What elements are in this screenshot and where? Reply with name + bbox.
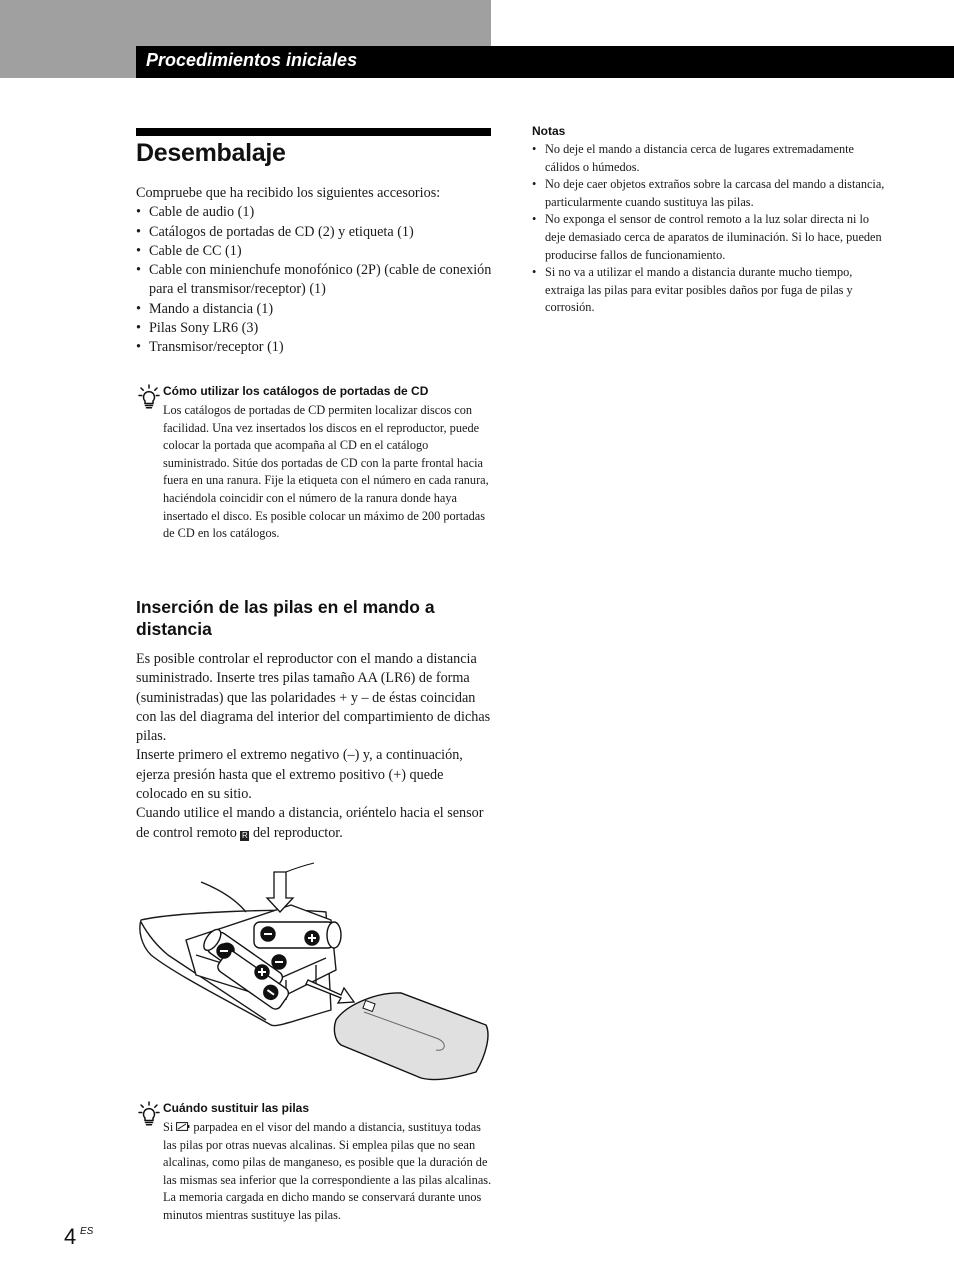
notes-list xyxy=(532,141,888,317)
list-item: • No deje el mando a distancia cerca de lugares extremadamente cálidos o húmedos. xyxy=(532,141,888,176)
notes-section xyxy=(532,124,888,317)
page-title: Desembalaje xyxy=(136,139,286,167)
list-item: • No deje caer objetos extraños sobre la carcasa del mando a distancia, particularmente cuando sustituya las pilas. xyxy=(532,176,888,211)
remote-cable xyxy=(201,882,246,912)
list-item: • Cable de CC (1) xyxy=(136,242,496,261)
page-number-suffix: ES xyxy=(80,1226,94,1237)
tip-heading: Cómo utilizar los catálogos de portadas de CD xyxy=(163,384,429,398)
list-item: • Cable con minienchufe monofónico (2P) (cable de conexión para el transmisor/receptor) (1) xyxy=(136,261,496,300)
lightbulb-icon xyxy=(138,1101,160,1127)
notes-heading: Notas xyxy=(532,124,566,138)
battery-insertion-diagram xyxy=(136,860,496,1090)
batteries-paragraph: Inserte primero el extremo negativo (–) y, a continuación, ejerza presión hasta que el extremo positivo (+) quede colocado en su sitio. xyxy=(136,747,463,803)
list-item: • Transmisor/receptor (1) xyxy=(136,338,496,357)
tip-text: Los catálogos de portadas de CD permiten localizar discos con facilidad. Una vez insertados los discos en el reproductor, puede colocar la portada que acompaña al CD en el catálogo suministrado. Sitúe dos portadas de CD con la parte frontal hacia fuera en una ranura. Fije la etiqueta con el número en cada ranura, haciéndola coincidir con el número de la ranura donde haya insertado el disco. Es posible colocar un máximo de 200 portadas de CD en los catálogos. xyxy=(163,403,489,541)
title-rule xyxy=(136,128,491,136)
lightbulb-icon xyxy=(138,384,160,410)
tip-heading: Cuándo sustituir las pilas xyxy=(163,1101,310,1115)
accessories-intro: Compruebe que ha recibido los siguientes accesorios: xyxy=(136,185,441,201)
list-item: • Cable de audio (1) xyxy=(136,203,496,222)
batteries-paragraph: Es posible controlar el reproductor con el mando a distancia suministrado. Inserte tres pilas tamaño AA (LR6) de forma (suministradas) que las polaridades + y – de éstas coincidan con las del diagrama del interior del compartimiento de dichas pilas. xyxy=(136,651,491,745)
tip-catalogs xyxy=(138,384,494,564)
battery-cover xyxy=(334,993,488,1080)
battery-1 xyxy=(254,922,341,948)
tip-text-fragment: parpadea en el visor del mando a distancia, sustituya todas las pilas por otras nuevas alcalinas. Si emplea pilas que no sean alcalinas, como pilas de manganeso, es posible que la duración de las mismas sea inferior que la correspondiente a las pilas alcalinas. xyxy=(163,1120,492,1187)
accessories-list xyxy=(136,203,496,357)
tip-text xyxy=(163,1119,493,1225)
accessories-section xyxy=(136,184,496,358)
battery-low-icon xyxy=(176,1122,190,1131)
batteries-text-fragment: del reproductor. xyxy=(249,824,343,841)
press-arrow-tail xyxy=(286,863,314,872)
page-number: 4 xyxy=(64,1224,77,1249)
list-item: • Pilas Sony LR6 (3) xyxy=(136,319,496,338)
batteries-text xyxy=(136,650,496,843)
tip-replace-batteries xyxy=(138,1101,494,1251)
section-title: Procedimientos iniciales xyxy=(146,50,358,70)
list-item: • No exponga el sensor de control remoto a la luz solar directa ni lo deje demasiado cerca de aparatos de iluminación. Si lo hace, pueden producirse fallos de funcionamiento. xyxy=(532,211,888,264)
batteries-paragraph xyxy=(136,804,496,843)
remote-sensor-icon: R xyxy=(242,830,248,840)
batteries-heading: Inserción de las pilas en el mando a distancia xyxy=(136,597,435,639)
list-item: • Mando a distancia (1) xyxy=(136,300,496,319)
batteries-text-fragment: Cuando utilice el mando a distancia, oriéntelo hacia el sensor de control remoto xyxy=(136,805,484,841)
tip-paragraph xyxy=(163,1119,493,1189)
list-item: • Si no va a utilizar el mando a distancia durante mucho tiempo, extraiga las pilas para evitar posibles daños por fuga de pilas y corrosión. xyxy=(532,264,888,317)
tip-paragraph: La memoria cargada en dicho mando se conservará durante unos minutos mientras sustituye las pilas. xyxy=(163,1190,482,1222)
section-header-bar xyxy=(136,46,954,78)
tip-text-fragment: Si xyxy=(163,1120,177,1134)
list-item: • Catálogos de portadas de CD (2) y etiqueta (1) xyxy=(136,223,496,242)
